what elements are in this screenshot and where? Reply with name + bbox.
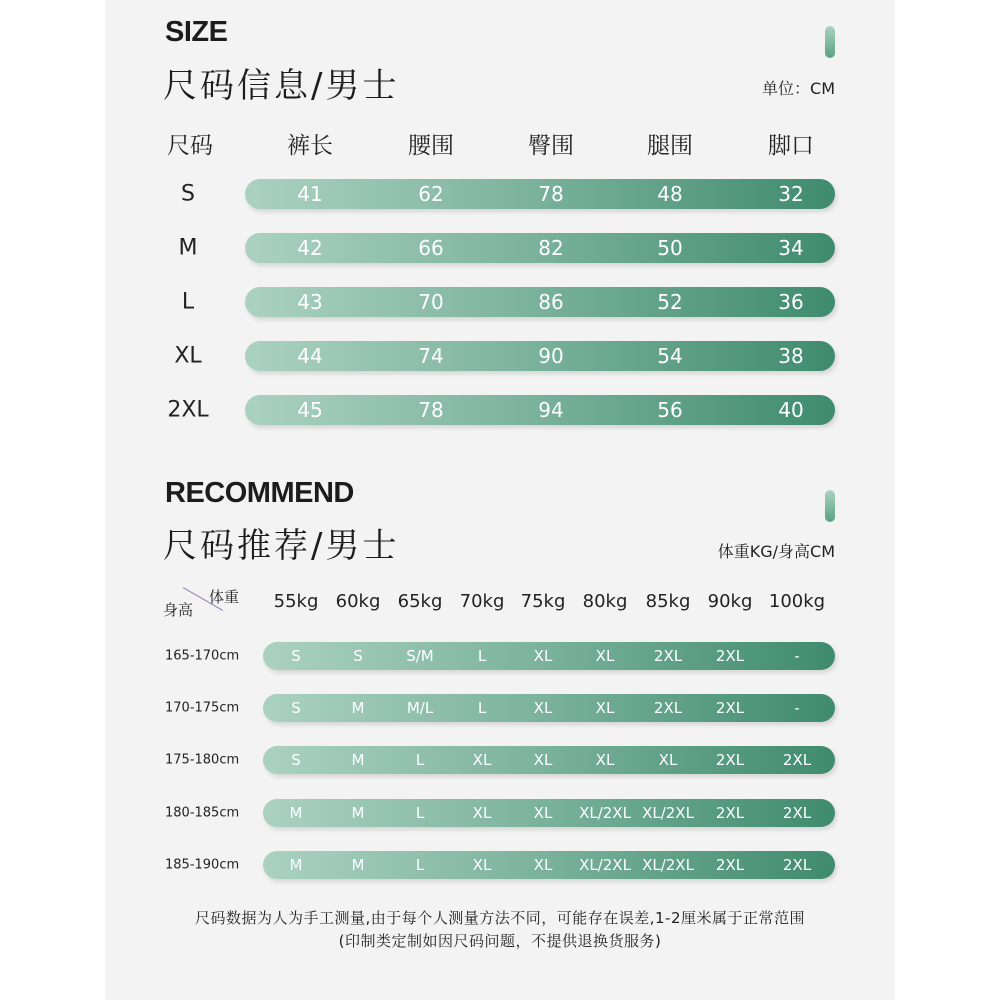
- recommend-size-cell: 2XL: [715, 699, 745, 717]
- size-value-cell: 78: [538, 182, 564, 206]
- recommend-size-cell: M: [351, 751, 365, 769]
- size-row-label: XL: [174, 343, 202, 369]
- recommend-size-cell: XL: [533, 856, 553, 874]
- size-row-label: 2XL: [167, 397, 209, 423]
- size-en-title: SIZE: [165, 16, 228, 48]
- corner-height-label: 身高: [163, 601, 194, 619]
- recommend-size-cell: XL/2XL: [642, 804, 694, 822]
- recommend-size-cell: XL: [472, 856, 492, 874]
- height-row-label: 185-190cm: [165, 857, 240, 873]
- weight-header: 90kg: [707, 591, 753, 612]
- recommend-size-cell: S: [291, 699, 301, 717]
- recommend-size-cell: XL: [472, 751, 492, 769]
- size-value-cell: 43: [297, 290, 323, 314]
- recommend-size-cell: XL: [595, 751, 615, 769]
- corner-weight-label: 体重: [209, 588, 240, 606]
- recommend-cn-title: 尺码推荐/男士: [163, 526, 400, 566]
- size-value-cell: 40: [778, 398, 804, 422]
- recommend-size-cell: XL: [595, 647, 615, 665]
- size-cn-title: 尺码信息/男士: [163, 66, 400, 106]
- recommend-size-cell: 2XL: [715, 804, 745, 822]
- size-header-1: 裤长: [287, 133, 333, 159]
- size-value-cell: 36: [778, 290, 804, 314]
- size-value-cell: 66: [418, 236, 444, 260]
- recommend-size-cell: L: [415, 804, 425, 822]
- recommend-row-pill: [263, 694, 835, 722]
- recommend-size-cell: L: [415, 856, 425, 874]
- weight-header: 65kg: [397, 591, 443, 612]
- size-chart-panel: [105, 0, 895, 1000]
- size-row-pill: [245, 395, 835, 425]
- recommend-size-cell: M/L: [406, 699, 434, 717]
- weight-header: 60kg: [335, 591, 381, 612]
- recommend-size-cell: 2XL: [715, 647, 745, 665]
- size-value-cell: 86: [538, 290, 564, 314]
- size-row-label: S: [181, 181, 195, 207]
- recommend-size-cell: 2XL: [782, 856, 812, 874]
- size-accent-bar: [825, 26, 835, 58]
- recommend-size-cell: 2XL: [782, 804, 812, 822]
- size-value-cell: 94: [538, 398, 564, 422]
- weight-header: 75kg: [520, 591, 566, 612]
- recommend-size-cell: L: [477, 647, 487, 665]
- size-unit-label: 单位：CM: [762, 79, 835, 98]
- size-value-cell: 34: [778, 236, 804, 260]
- size-row-pill: [245, 233, 835, 263]
- recommend-size-cell: XL/2XL: [579, 856, 631, 874]
- recommend-size-cell: L: [477, 699, 487, 717]
- recommend-unit-label: 体重KG/身高CM: [717, 542, 835, 561]
- weight-header: 70kg: [459, 591, 505, 612]
- recommend-size-cell: XL: [658, 751, 678, 769]
- size-value-cell: 45: [297, 398, 323, 422]
- size-value-cell: 38: [778, 344, 804, 368]
- recommend-row-pill: [263, 746, 835, 774]
- size-row-pill: [245, 179, 835, 209]
- size-header-0: 尺码: [167, 133, 213, 159]
- recommend-en-title: RECOMMEND: [165, 477, 354, 509]
- size-value-cell: 41: [297, 182, 323, 206]
- size-row-pill: [245, 287, 835, 317]
- height-row-label: 180-185cm: [165, 805, 240, 821]
- height-row-label: 175-180cm: [165, 752, 240, 768]
- recommend-size-cell: 2XL: [653, 699, 683, 717]
- recommend-size-cell: L: [415, 751, 425, 769]
- recommend-size-cell: XL: [533, 751, 553, 769]
- size-value-cell: 78: [418, 398, 444, 422]
- size-header-4: 腿围: [647, 133, 693, 159]
- size-value-cell: 44: [297, 344, 323, 368]
- height-row-label: 170-175cm: [165, 700, 240, 716]
- size-value-cell: 90: [538, 344, 564, 368]
- recommend-size-cell: M: [351, 804, 365, 822]
- size-value-cell: 56: [657, 398, 683, 422]
- size-row-label: M: [178, 235, 198, 261]
- recommend-size-cell: S: [291, 647, 301, 665]
- recommend-row-pill: [263, 851, 835, 879]
- size-value-cell: 42: [297, 236, 323, 260]
- recommend-row-pill: [263, 642, 835, 670]
- recommend-size-cell: -: [794, 699, 800, 717]
- size-value-cell: 32: [778, 182, 804, 206]
- weight-header: 100kg: [768, 591, 826, 612]
- size-header-5: 脚口: [768, 133, 814, 159]
- size-value-cell: 74: [418, 344, 444, 368]
- recommend-size-cell: XL/2XL: [579, 804, 631, 822]
- measurement-note: 尺码数据为人为手工测量,由于每个人测量方法不同，可能存在误差,1-2厘米属于正常范围: [194, 909, 806, 927]
- recommend-size-cell: XL: [533, 699, 553, 717]
- recommend-size-cell: S: [291, 751, 301, 769]
- weight-header: 55kg: [273, 591, 319, 612]
- size-header-2: 腰围: [408, 133, 454, 159]
- recommend-size-cell: XL: [533, 804, 553, 822]
- recommend-size-cell: 2XL: [715, 856, 745, 874]
- recommend-size-cell: M: [351, 856, 365, 874]
- recommend-size-cell: XL: [595, 699, 615, 717]
- size-row-pill: [245, 341, 835, 371]
- recommend-size-cell: XL: [472, 804, 492, 822]
- recommend-size-cell: 2XL: [782, 751, 812, 769]
- height-row-label: 165-170cm: [165, 648, 240, 664]
- size-value-cell: 50: [657, 236, 683, 260]
- size-value-cell: 82: [538, 236, 564, 260]
- size-value-cell: 70: [418, 290, 444, 314]
- recommend-size-cell: 2XL: [653, 647, 683, 665]
- recommend-size-cell: S: [353, 647, 363, 665]
- weight-header: 80kg: [582, 591, 628, 612]
- customization-note: (印制类定制如因尺码问题，不提供退换货服务): [338, 932, 662, 950]
- recommend-size-cell: M: [351, 699, 365, 717]
- recommend-size-cell: S/M: [406, 647, 434, 665]
- weight-header: 85kg: [645, 591, 691, 612]
- recommend-accent-bar: [825, 490, 835, 522]
- size-header-3: 臀围: [528, 133, 574, 159]
- size-value-cell: 62: [418, 182, 444, 206]
- recommend-row-pill: [263, 799, 835, 827]
- recommend-size-cell: 2XL: [715, 751, 745, 769]
- size-value-cell: 54: [657, 344, 683, 368]
- recommend-size-cell: M: [289, 856, 303, 874]
- recommend-size-cell: -: [794, 647, 800, 665]
- size-value-cell: 48: [657, 182, 683, 206]
- size-row-label: L: [181, 289, 195, 315]
- recommend-size-cell: XL: [533, 647, 553, 665]
- size-value-cell: 52: [657, 290, 683, 314]
- recommend-size-cell: XL/2XL: [642, 856, 694, 874]
- recommend-size-cell: M: [289, 804, 303, 822]
